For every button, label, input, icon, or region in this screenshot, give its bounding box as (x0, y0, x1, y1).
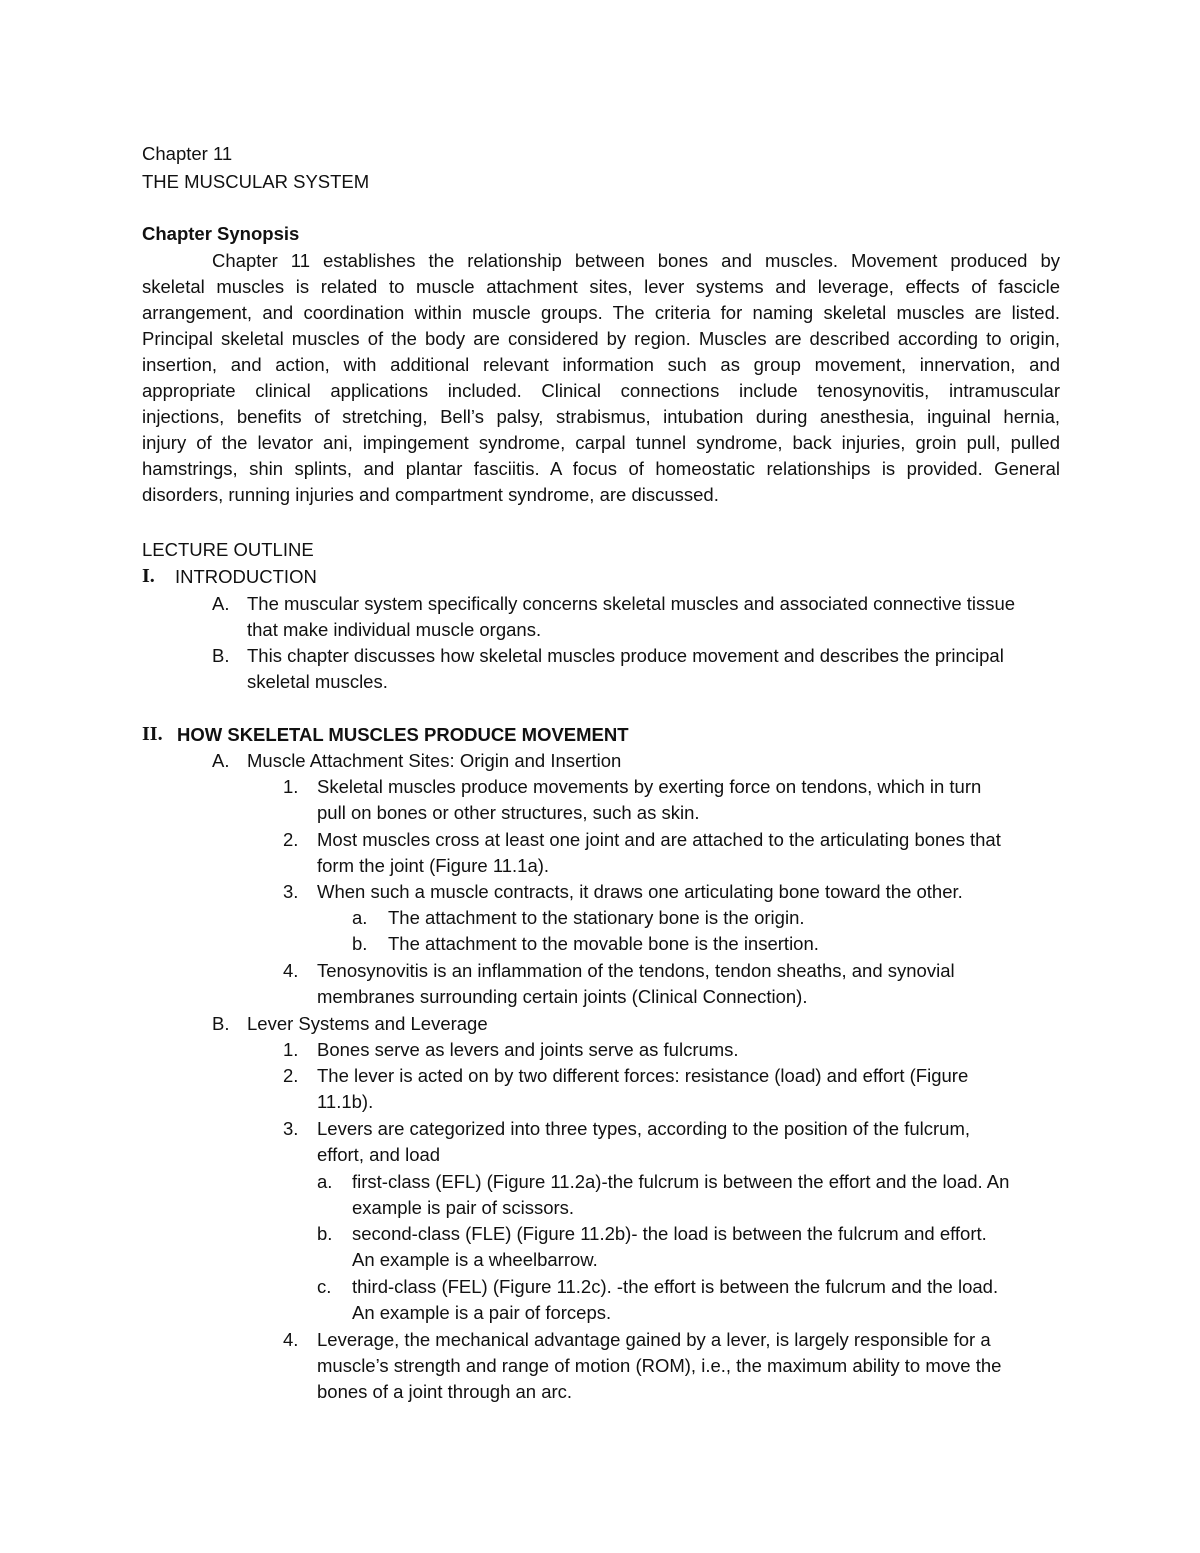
outline-marker: b. (317, 1223, 333, 1244)
synopsis-line: arrangement, and coordination within muscle groups. The criteria for naming skeletal muscles are listed. (142, 302, 1060, 323)
section-title: HOW SKELETAL MUSCLES PRODUCE MOVEMENT (177, 724, 629, 745)
synopsis-line: appropriate clinical applications included. Clinical connections include tenosynovitis, intramuscular (142, 380, 1060, 401)
outline-text: This chapter discusses how skeletal muscles produce movement and describes the principal (247, 645, 1004, 666)
outline-text: The muscular system specifically concerns skeletal muscles and associated connective tissue (247, 593, 1016, 614)
synopsis-line: disorders, running injuries and compartment syndrome, are discussed. (142, 484, 719, 505)
outline-text: The attachment to the stationary bone is the origin. (388, 907, 805, 928)
outline-text: first-class (EFL) (Figure 11.2a)-the fulcrum is between the effort and the load. An (352, 1171, 1010, 1192)
outline-marker: c. (317, 1276, 332, 1297)
outline-marker: B. (212, 1013, 230, 1034)
outline-marker: a. (352, 907, 368, 928)
outline-text: pull on bones or other structures, such as skin. (317, 802, 700, 823)
outline-text: second-class (FLE) (Figure 11.2b)- the load is between the fulcrum and effort. (352, 1223, 987, 1244)
outline-text: An example is a pair of forceps. (352, 1302, 612, 1323)
synopsis-line: injections, benefits of stretching, Bell’s palsy, strabismus, intubation during anesthesia, inguinal hernia, (142, 406, 1060, 427)
synopsis-line: Principal skeletal muscles of the body are considered by region. Muscles are described according to origin, (142, 328, 1060, 349)
outline-text: effort, and load (317, 1144, 441, 1165)
chapter-label: Chapter 11 (142, 143, 233, 164)
outline-text: Most muscles cross at least one joint and are attached to the articulating bones that (317, 829, 1001, 850)
outline-text: membranes surrounding certain joints (Clinical Connection). (317, 986, 808, 1007)
outline-text: The lever is acted on by two different forces: resistance (load) and effort (Figure (317, 1065, 969, 1086)
outline-heading: LECTURE OUTLINE (142, 539, 314, 560)
outline-text: that make individual muscle organs. (247, 619, 542, 640)
subsection-title: Lever Systems and Leverage (247, 1013, 488, 1034)
synopsis-heading: Chapter Synopsis (142, 223, 300, 244)
outline-text: 11.1b). (317, 1091, 374, 1112)
outline-marker: 4. (283, 1329, 299, 1350)
outline-marker: A. (212, 593, 230, 614)
synopsis-line: hamstrings, shin splints, and plantar fasciitis. A focus of homeostatic relationships is provided. General (142, 458, 1060, 479)
outline-marker: b. (352, 933, 368, 954)
synopsis-line: skeletal muscles is related to muscle attachment sites, lever systems and leverage, effects of fascicle (142, 276, 1060, 297)
outline-marker: 1. (283, 776, 299, 797)
outline-marker: 3. (283, 1118, 299, 1139)
outline-text: Tenosynovitis is an inflammation of the tendons, tendon sheaths, and synovial (317, 960, 955, 981)
outline-text: example is pair of scissors. (352, 1197, 575, 1218)
outline-text: bones of a joint through an arc. (317, 1381, 573, 1402)
outline-text: When such a muscle contracts, it draws one articulating bone toward the other. (317, 881, 963, 902)
outline-text: muscle’s strength and range of motion (ROM), i.e., the maximum ability to move the (317, 1355, 1002, 1376)
outline-marker: 1. (283, 1039, 299, 1060)
outline-text: The attachment to the movable bone is the insertion. (388, 933, 819, 954)
section-number: II. (142, 723, 163, 745)
outline-marker: A. (212, 750, 230, 771)
outline-text: skeletal muscles. (247, 671, 388, 692)
outline-text: Leverage, the mechanical advantage gained by a lever, is largely responsible for a (317, 1329, 991, 1350)
section-number: I. (142, 565, 155, 587)
outline-text: An example is a wheelbarrow. (352, 1249, 598, 1270)
synopsis-line: injury of the levator ani, impingement syndrome, carpal tunnel syndrome, back injuries, groin pull, pulled (142, 432, 1060, 453)
outline-marker: 2. (283, 1065, 299, 1086)
outline-text: form the joint (Figure 11.1a). (317, 855, 550, 876)
outline-marker: a. (317, 1171, 333, 1192)
chapter-title: THE MUSCULAR SYSTEM (142, 171, 370, 192)
outline-text: Skeletal muscles produce movements by exerting force on tendons, which in turn (317, 776, 982, 797)
outline-marker: 2. (283, 829, 299, 850)
synopsis-line: insertion, and action, with additional relevant information such as group movement, innervation, and (142, 354, 1060, 375)
section-title: INTRODUCTION (175, 566, 317, 587)
outline-marker: B. (212, 645, 230, 666)
outline-text: Bones serve as levers and joints serve as fulcrums. (317, 1039, 739, 1060)
outline-text: third-class (FEL) (Figure 11.2c). -the effort is between the fulcrum and the load. (352, 1276, 999, 1297)
outline-text: Levers are categorized into three types, according to the position of the fulcrum, (317, 1118, 971, 1139)
subsection-title: Muscle Attachment Sites: Origin and Insertion (247, 750, 622, 771)
synopsis-line: Chapter 11 establishes the relationship between bones and muscles. Movement produced by (212, 250, 1060, 271)
outline-marker: 4. (283, 960, 299, 981)
outline-marker: 3. (283, 881, 299, 902)
